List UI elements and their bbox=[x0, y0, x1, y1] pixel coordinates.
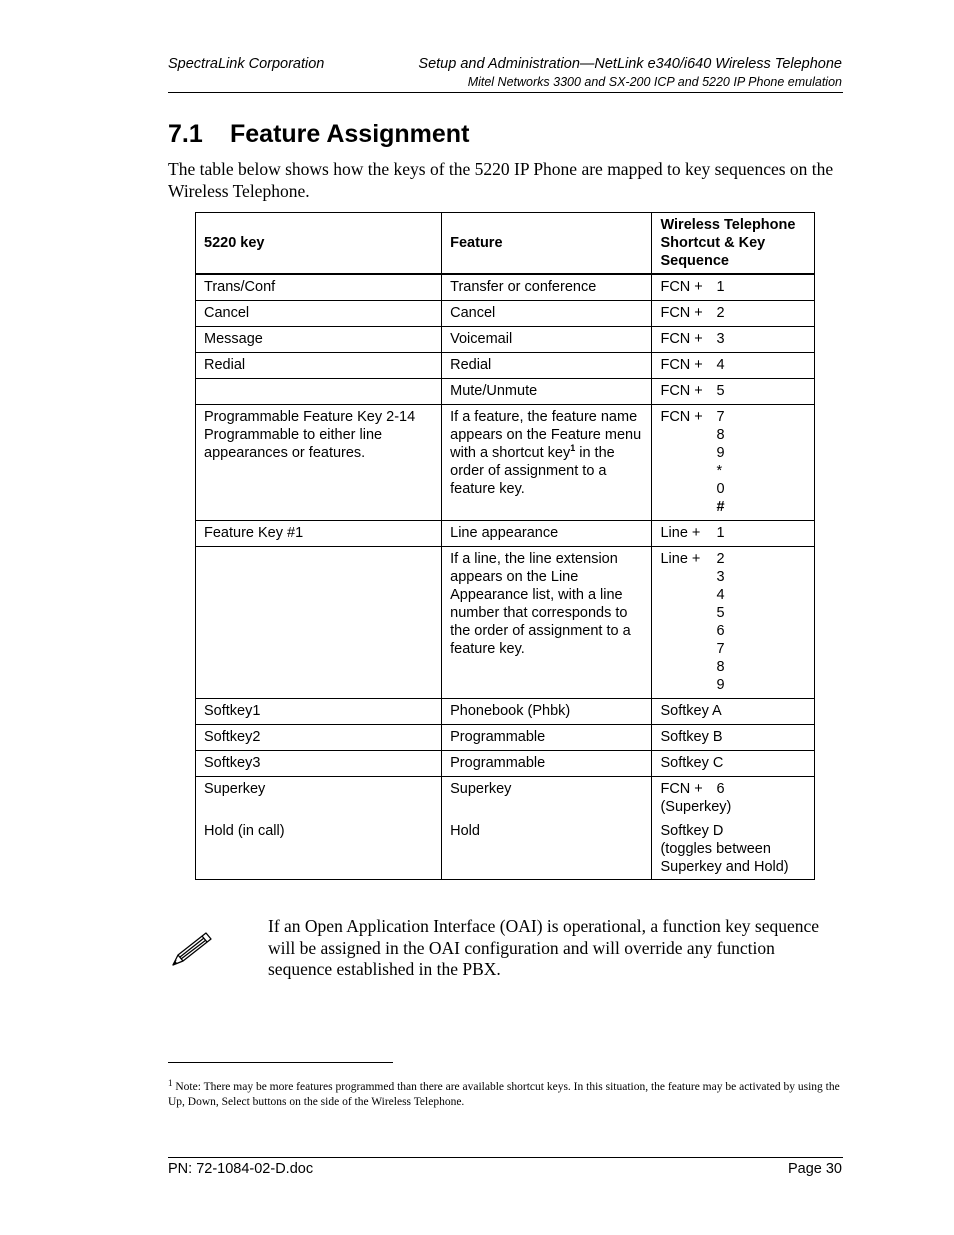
section-heading bbox=[168, 120, 469, 149]
cell-feature: Line appearance bbox=[442, 521, 652, 547]
table-header-row bbox=[196, 213, 815, 275]
cell-sequence bbox=[652, 274, 815, 301]
section-title: Feature Assignment bbox=[230, 120, 470, 148]
table-row-superkey bbox=[196, 777, 815, 880]
seq-digit: 9 bbox=[716, 677, 725, 693]
table-row-feature-key bbox=[196, 521, 815, 547]
seq-prefix: FCN + bbox=[660, 331, 703, 347]
column-header-feature: Feature bbox=[442, 213, 652, 275]
feature-text-cont: in the order of assignment to a feature key. bbox=[450, 445, 615, 497]
seq-note: (toggles between Superkey and Hold) bbox=[660, 841, 789, 875]
table-row-line bbox=[196, 547, 815, 699]
cell-key: Redial bbox=[196, 353, 442, 379]
table-row bbox=[196, 725, 815, 751]
cell-feature: Voicemail bbox=[442, 327, 652, 353]
cell-key: Feature Key #1 bbox=[196, 521, 442, 547]
seq-prefix: FCN + bbox=[660, 781, 703, 797]
table-row bbox=[196, 751, 815, 777]
seq-note: (Superkey) bbox=[660, 799, 732, 815]
cell-key: Cancel bbox=[196, 301, 442, 327]
seq-digit: 4 bbox=[716, 587, 725, 603]
column-header-5220-key: 5220 key bbox=[196, 213, 442, 275]
seq-digit: 7 bbox=[716, 409, 725, 425]
header-doc-title: Setup and Administration—NetLink e340/i640 Wireless Telephone bbox=[418, 56, 842, 72]
seq-prefix: FCN + bbox=[660, 279, 703, 295]
footnote-text: Note: There may be more features programmed than there are available shortcut keys. In this situation, the feature may be activated by using the Up, Down, Select buttons on the side of the Wireless Telephone. bbox=[168, 1081, 840, 1108]
seq-prefix: Line + bbox=[660, 525, 701, 541]
table-row bbox=[196, 699, 815, 725]
footer-rule bbox=[168, 1157, 843, 1158]
seq-digit: 2 bbox=[716, 551, 725, 567]
cell-sequence bbox=[652, 353, 815, 379]
seq-prefix: FCN + bbox=[660, 409, 703, 425]
cell-feature: Phonebook (Phbk) bbox=[442, 699, 652, 725]
key-hold: Hold (in call) bbox=[204, 823, 285, 839]
seq-digit: 0 bbox=[716, 481, 725, 497]
cell-sequence bbox=[652, 379, 815, 405]
feature-hold: Hold bbox=[450, 823, 480, 839]
column-header-key-sequence: Wireless Telephone Shortcut & Key Sequence bbox=[652, 213, 815, 275]
seq-digit: 3 bbox=[716, 569, 725, 585]
seq-digit: 3 bbox=[716, 331, 725, 347]
header-doc-subtitle: Mitel Networks 3300 and SX-200 ICP and 5220 IP Phone emulation bbox=[467, 75, 842, 89]
table-row bbox=[196, 327, 815, 353]
table-row bbox=[196, 301, 815, 327]
cell-key: Softkey2 bbox=[196, 725, 442, 751]
seq-digit: * bbox=[716, 463, 723, 479]
table-row bbox=[196, 353, 815, 379]
cell-feature bbox=[442, 405, 652, 521]
seq-digit: 4 bbox=[716, 357, 725, 373]
cell-sequence bbox=[652, 301, 815, 327]
cell-key: Message bbox=[196, 327, 442, 353]
cell-feature: If a line, the line extension appears on the Line Appearance list, with a line number that corresponds to the order of assignment to a feature key. bbox=[442, 547, 652, 699]
pencil-icon bbox=[170, 930, 214, 968]
feature-text: If a feature, the feature name appears on the Feature menu with a shortcut key bbox=[450, 409, 642, 461]
seq-digit: 8 bbox=[716, 427, 725, 443]
seq-softkey-d: Softkey D bbox=[660, 823, 724, 839]
seq-prefix: FCN + bbox=[660, 383, 703, 399]
footer-page-number: Page 30 bbox=[787, 1161, 842, 1177]
cell-key: Softkey1 bbox=[196, 699, 442, 725]
cell-key: Programmable Feature Key 2-14 Programmable to either line appearances or features. bbox=[196, 405, 442, 521]
cell-key bbox=[196, 547, 442, 699]
seq-digit: 8 bbox=[716, 659, 725, 675]
seq-digit: 6 bbox=[716, 781, 725, 797]
cell-feature: Programmable bbox=[442, 751, 652, 777]
cell-feature: Mute/Unmute bbox=[442, 379, 652, 405]
seq-prefix: FCN + bbox=[660, 357, 703, 373]
seq-prefix: Line + bbox=[660, 551, 701, 567]
cell-feature bbox=[442, 777, 652, 880]
footnote bbox=[168, 1080, 844, 1110]
seq-digit: 7 bbox=[716, 641, 725, 657]
cell-sequence bbox=[652, 327, 815, 353]
footnote-rule bbox=[168, 1062, 393, 1063]
cell-sequence bbox=[652, 521, 815, 547]
seq-digit: 5 bbox=[716, 383, 725, 399]
cell-feature: Redial bbox=[442, 353, 652, 379]
cell-feature: Cancel bbox=[442, 301, 652, 327]
intro-paragraph: The table below shows how the keys of the 5220 IP Phone are mapped to key sequences on the Wireless Telephone. bbox=[168, 159, 834, 201]
footnote-marker: 1 bbox=[168, 1078, 173, 1088]
seq-digit: 6 bbox=[716, 623, 725, 639]
cell-sequence: Softkey A bbox=[652, 699, 815, 725]
feature-assignment-table bbox=[195, 212, 815, 880]
table-row bbox=[196, 274, 815, 301]
header-rule bbox=[168, 92, 843, 93]
cell-sequence bbox=[652, 405, 815, 521]
seq-digit: 1 bbox=[716, 279, 725, 295]
key-superkey: Superkey bbox=[204, 781, 266, 797]
header-company: SpectraLink Corporation bbox=[168, 56, 325, 72]
table-row-programmable bbox=[196, 405, 815, 521]
cell-sequence bbox=[652, 777, 815, 880]
cell-feature: Transfer or conference bbox=[442, 274, 652, 301]
note-text: If an Open Application Interface (OAI) is operational, a function key sequence will be assigned in the OAI configuration and will override any function sequence established in the PBX. bbox=[268, 916, 820, 979]
footer-part-number: PN: 72-1084-02-D.doc bbox=[168, 1161, 314, 1177]
seq-prefix: FCN + bbox=[660, 305, 703, 321]
seq-digit: 1 bbox=[716, 525, 725, 541]
cell-key bbox=[196, 777, 442, 880]
cell-key bbox=[196, 379, 442, 405]
table-row bbox=[196, 379, 815, 405]
cell-sequence: Softkey B bbox=[652, 725, 815, 751]
footnote-reference: 1 bbox=[570, 443, 576, 454]
seq-digit: 9 bbox=[716, 445, 725, 461]
seq-digit: 2 bbox=[716, 305, 725, 321]
cell-feature: Programmable bbox=[442, 725, 652, 751]
seq-digit: 5 bbox=[716, 605, 725, 621]
seq-digit: # bbox=[716, 499, 725, 515]
cell-key: Trans/Conf bbox=[196, 274, 442, 301]
cell-sequence bbox=[652, 547, 815, 699]
cell-sequence: Softkey C bbox=[652, 751, 815, 777]
section-number: 7.1 bbox=[168, 120, 203, 148]
cell-key: Softkey3 bbox=[196, 751, 442, 777]
feature-superkey: Superkey bbox=[450, 781, 512, 797]
